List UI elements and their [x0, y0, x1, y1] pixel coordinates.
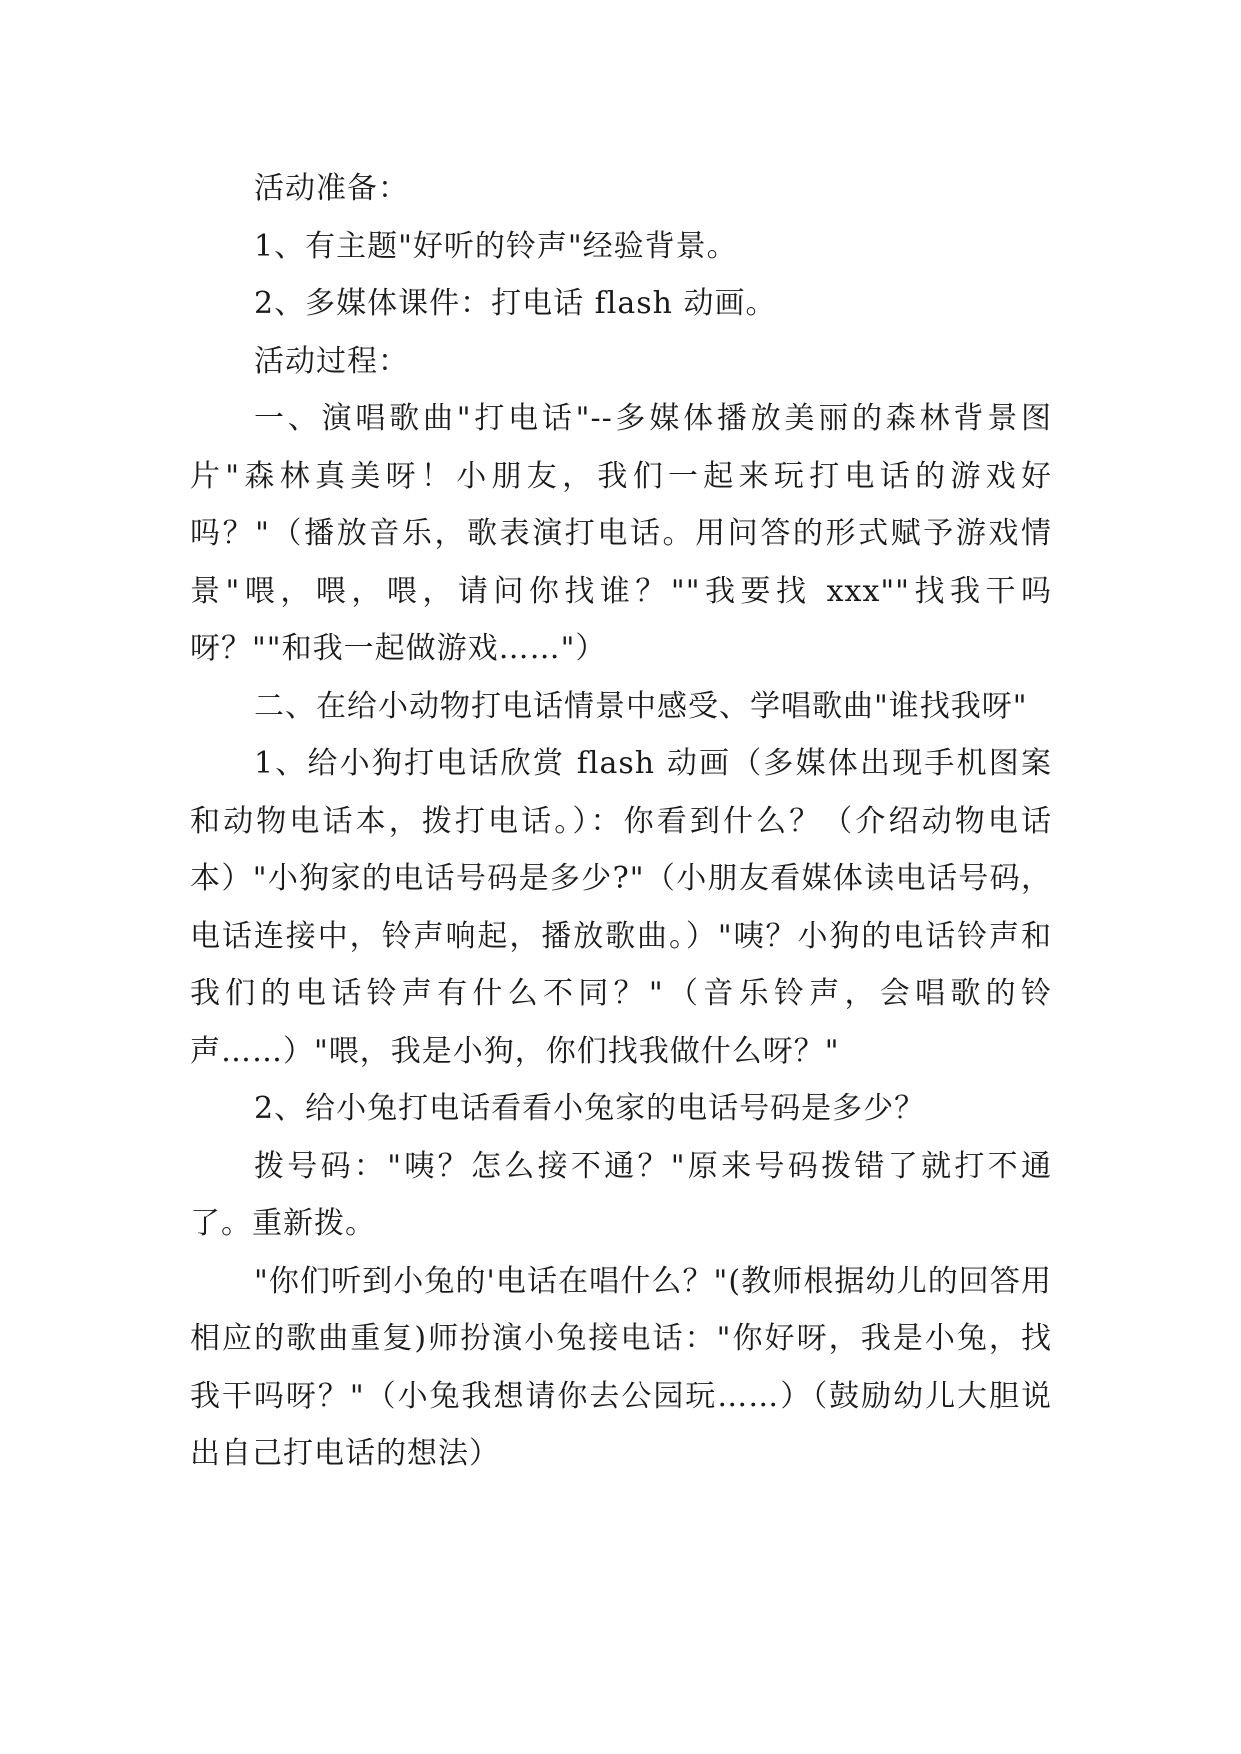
- heading-activity-process: 活动过程：: [254, 343, 409, 379]
- dialing-paragraph: 拨号码："咦？怎么接不通？"原来号码拨错了就打不通了。重新拨。: [190, 1148, 1052, 1241]
- process-step-2: 二、在给小动物打电话情景中感受、学唱歌曲"谁找我呀": [254, 688, 1028, 724]
- document-body: [190, 160, 1052, 1483]
- process-step-1: 一、演唱歌曲"打电话"--多媒体播放美丽的森林背景图片"森林真美呀！小朋友，我们一起来玩打电话的游戏好吗？"（播放音乐，歌表演打电话。用问答的形式赋予游戏情景"喂，喂，喂，请问你找谁？""我要找 xxx""找我干吗呀？""和我一起做游戏……"）: [190, 401, 1052, 666]
- preparation-item-2: 2、多媒体课件：打电话 flash 动画。: [254, 286, 777, 321]
- rabbit-call-paragraph: "你们听到小兔的'电话在唱什么？"(教师根据幼儿的回答用相应的歌曲重复)师扮演小兔接电话："你好呀，我是小兔，找我干吗呀？"（小兔我想请你去公园玩……）（鼓励幼儿大胆说出自己打电话的想法）: [190, 1263, 1052, 1471]
- heading-activity-preparation: 活动准备：: [254, 171, 409, 206]
- process-step-2-item-1: 1、给小狗打电话欣赏 flash 动画（多媒体出现手机图案和动物电话本，拨打电话。）：你看到什么？（介绍动物电话本）"小狗家的电话号码是多少?"（小朋友看媒体读电话号码，电话连接中，铃声响起，播放歌曲。）"咦？小狗的电话铃声和我们的电话铃声有什么不同？"（音乐铃声，会唱歌的铃声……）"喂，我是小狗，你们找我做什么呀？": [190, 746, 1052, 1069]
- preparation-item-1: 1、有主题"好听的铃声"经验背景。: [254, 228, 738, 264]
- process-step-2-item-2: 2、给小兔打电话看看小兔家的电话号码是多少？: [254, 1091, 926, 1126]
